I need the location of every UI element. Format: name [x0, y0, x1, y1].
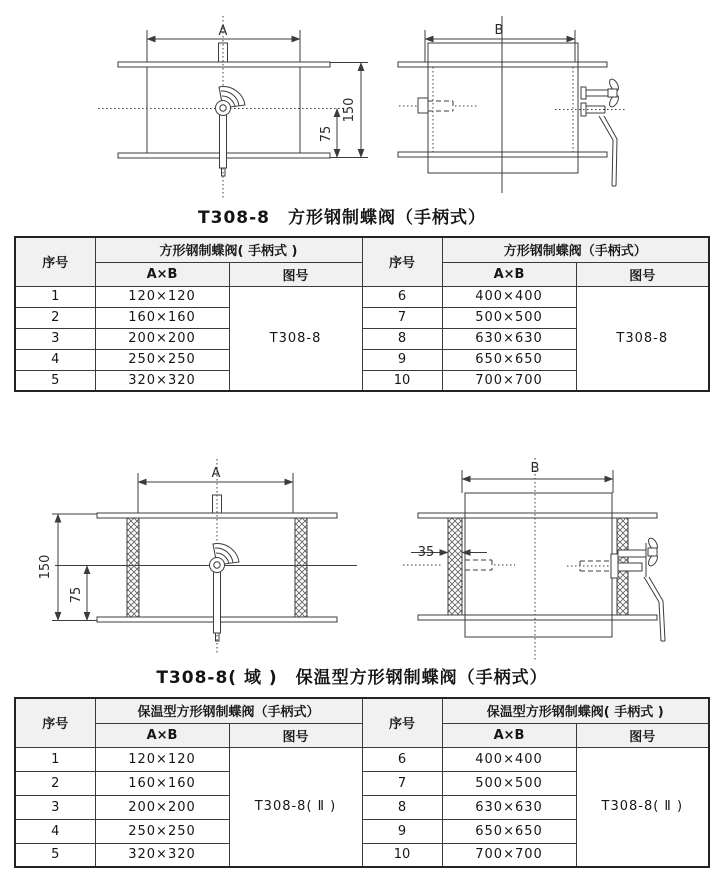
- drawing-lines: [398, 16, 627, 193]
- dim-label-75: 75: [69, 586, 84, 604]
- insulated-valve-front-view-drawing: [35, 455, 365, 660]
- size-cell: 500×500: [442, 771, 576, 795]
- drawing-lines: [403, 458, 665, 661]
- dim-label-b: B: [530, 461, 540, 476]
- drawing-lines: [52, 459, 357, 655]
- pivot-hub: [216, 101, 231, 116]
- size-cell: 250×250: [95, 819, 229, 843]
- figure-header-cell: 图号: [576, 723, 709, 747]
- section-title-insulated-valve: T308-8( 域 ) 保温型方形钢制蝶阀（手柄式）: [156, 668, 548, 688]
- size-cell: 630×630: [442, 328, 576, 349]
- spec-table-insulated-valve: [14, 697, 710, 868]
- pivot-hub: [210, 558, 225, 573]
- right-insulation-column: [295, 518, 307, 617]
- handle-bar: [214, 565, 221, 633]
- wing-nut-body: [608, 89, 617, 97]
- size-cell: 320×320: [95, 370, 229, 391]
- seq-cell: 7: [362, 307, 442, 328]
- seq-cell: 1: [15, 747, 95, 771]
- table-row: [15, 286, 709, 307]
- figure-cell: T308-8( Ⅱ ): [576, 747, 709, 867]
- figure-header-cell: 图号: [576, 262, 709, 286]
- seq-cell: 2: [15, 307, 95, 328]
- size-cell: 650×650: [442, 819, 576, 843]
- seq-cell: 6: [362, 286, 442, 307]
- wing-nut-body: [648, 548, 657, 556]
- group-header-cell: 方形钢制蝶阀( 手柄式 ): [95, 237, 362, 262]
- seq-cell: 8: [362, 328, 442, 349]
- seq-cell: 9: [362, 349, 442, 370]
- seq-cell: 4: [15, 819, 95, 843]
- drawing-lines: [98, 16, 368, 198]
- size-cell: 630×630: [442, 795, 576, 819]
- plain-valve-side-view-drawing: [395, 10, 705, 205]
- axle-plate: [611, 554, 618, 578]
- size-cell: 250×250: [95, 349, 229, 370]
- size-cell: 160×160: [95, 771, 229, 795]
- table-subheader-row: [15, 723, 709, 747]
- dim-label-a: A: [211, 466, 221, 481]
- seq-cell: 10: [362, 843, 442, 867]
- seq-cell: 4: [15, 349, 95, 370]
- bottom-flange: [418, 615, 657, 620]
- insulated-valve-side-view-drawing: [395, 455, 710, 665]
- seq-cell: 2: [15, 771, 95, 795]
- dim-label-75: 75: [319, 125, 334, 143]
- size-cell: 400×400: [442, 286, 576, 307]
- seq-cell: 3: [15, 328, 95, 349]
- seq-header-cell: 序号: [362, 698, 442, 747]
- bolt-top: [618, 550, 646, 557]
- seq-cell: 10: [362, 370, 442, 391]
- size-cell: 400×400: [442, 747, 576, 771]
- handle-lever: [599, 116, 613, 186]
- spec-table-plain-valve: [14, 236, 710, 392]
- table-row: [15, 747, 709, 771]
- seq-cell: 7: [362, 771, 442, 795]
- left-insulation-column: [127, 518, 139, 617]
- figure-header-cell: 图号: [229, 262, 362, 286]
- size-cell: 120×120: [95, 747, 229, 771]
- dim-label-b: B: [494, 23, 504, 38]
- handle-bar: [220, 108, 227, 168]
- size-cell: 500×500: [442, 307, 576, 328]
- top-flange: [418, 513, 657, 518]
- seq-cell: 5: [15, 370, 95, 391]
- ab-header-cell: A×B: [95, 723, 229, 747]
- group-header-cell: 方形钢制蝶阀（手柄式）: [442, 237, 709, 262]
- seq-cell: 5: [15, 843, 95, 867]
- figure-cell: T308-8( Ⅱ ): [229, 747, 362, 867]
- size-cell: 700×700: [442, 370, 576, 391]
- dim-label-150: 150: [38, 554, 53, 580]
- size-cell: 120×120: [95, 286, 229, 307]
- top-flange: [118, 62, 330, 67]
- left-axle-boss: [418, 98, 428, 113]
- group-header-cell: 保温型方形钢制蝶阀（手柄式）: [95, 698, 362, 723]
- size-cell: 700×700: [442, 843, 576, 867]
- seq-cell: 3: [15, 795, 95, 819]
- dim-label-150: 150: [342, 97, 357, 123]
- left-insulation-column: [448, 518, 462, 615]
- bolt-bottom: [618, 563, 642, 571]
- size-cell: 200×200: [95, 795, 229, 819]
- ab-header-cell: A×B: [442, 262, 576, 286]
- handle-lever: [644, 577, 661, 641]
- dim-label-a: A: [218, 24, 228, 39]
- size-cell: 160×160: [95, 307, 229, 328]
- size-cell: 650×650: [442, 349, 576, 370]
- table-header-row: [15, 698, 709, 723]
- dim-label-35: 35: [417, 545, 435, 560]
- plain-valve-front-view-drawing: [95, 10, 385, 205]
- seq-cell: 6: [362, 747, 442, 771]
- seq-cell: 8: [362, 795, 442, 819]
- ab-header-cell: A×B: [442, 723, 576, 747]
- seq-header-cell: 序号: [15, 698, 95, 747]
- section-title-plain-valve: T308-8 方形钢制蝶阀（手柄式）: [198, 208, 486, 228]
- seq-header-cell: 序号: [362, 237, 442, 286]
- table-header-row: [15, 237, 709, 262]
- size-cell: 320×320: [95, 843, 229, 867]
- seq-cell: 9: [362, 819, 442, 843]
- ab-header-cell: A×B: [95, 262, 229, 286]
- figure-cell: T308-8: [576, 286, 709, 391]
- seq-header-cell: 序号: [15, 237, 95, 286]
- size-cell: 200×200: [95, 328, 229, 349]
- figure-header-cell: 图号: [229, 723, 362, 747]
- group-header-cell: 保温型方形钢制蝶阀( 手柄式 ): [442, 698, 709, 723]
- seq-cell: 1: [15, 286, 95, 307]
- figure-cell: T308-8: [229, 286, 362, 391]
